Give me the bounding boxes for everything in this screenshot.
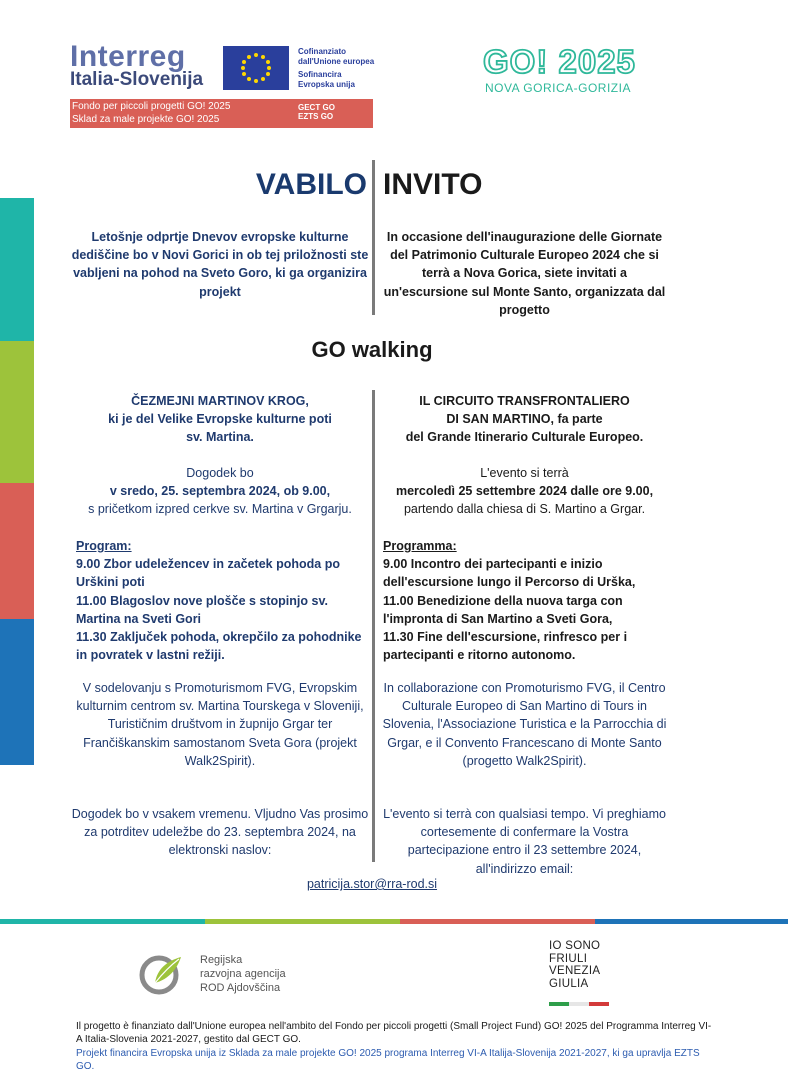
rra-logo-text: Regijska razvojna agencija ROD Ajdovščina (200, 954, 286, 994)
program-item: 9.00 Zbor udeležencev in začetek pohoda po Urškini poti (76, 557, 340, 590)
eu-cofinancing-text: Cofinanziato dall'Unione europea Sofinancira Evropska unija (298, 47, 375, 89)
program-item: 9.00 Incontro dei partecipanti e inizio dell'escursione lungo il Percorso di Urška, (383, 557, 636, 590)
contact-email-link[interactable]: patricija.stor@rra-rod.si (306, 877, 438, 891)
program-italian (383, 537, 670, 664)
fvg-logo-text: IO SONO FRIULI VENEZIA GIULIA (549, 940, 601, 990)
go2025-logo: GO! 2025 (483, 43, 636, 80)
rsvp-italian: L'evento si terrà con qualsiasi tempo. Vi preghiamo cortesemente di confermare la Vostra partecipazione entro il 23 settembre 2024, all'indirizzo email: (383, 807, 666, 876)
rra-leaf-icon (137, 949, 187, 999)
partners-italian: In collaborazione con Promoturismo FVG, il Centro Culturale Europeo di San Martino di Tours in Slovenia, l'Associazione Turistica e la Parrocchia di Grgar, e il Convento Francescano di Monte Santo (progetto Walk2Spirit). (382, 681, 667, 768)
title-slovene: VABILO (255, 168, 367, 201)
side-bar-teal (0, 198, 34, 341)
project-name: GO walking (311, 337, 433, 362)
program-item: 11.30 Fine dell'escursione, rinfresco per i partecipanti e ritorno autonomo. (383, 630, 628, 663)
fund-banner-line-sl: Sklad za male projekte GO! 2025 (72, 114, 220, 125)
side-bar-red (0, 483, 34, 619)
funding-note-slovene: Projekt financira Evropska unija iz Sklada za male projekte GO! 2025 programa Interreg VI-A Italija-Slovenija 2021-2027, ki ga upravlja EZTS GO. (76, 1048, 700, 1072)
interreg-logo-subtitle: Italia-Slovenija (70, 69, 204, 90)
interreg-logo-title: Interreg (70, 40, 186, 73)
partners-slovene: V sodelovanju s Promoturismom FVG, Evropskim kulturnim centrom sv. Martina Tourskega v Sloveniji, Turističnim društvom in župnijo Grgar ter Frančiškanskim samostanom Sveta Gora (projekt Walk2Spirit). (76, 681, 364, 768)
footer-strip-blue (595, 919, 788, 924)
program-item: 11.00 Blagoslov nove plošče s stopinjo sv. Martina na Sveti Gori (76, 593, 328, 626)
program-slovene (76, 537, 368, 664)
event-italian: IL CIRCUITO TRANSFRONTALIERO DI SAN MARTINO, fa parte del Grande Itinerario Culturale Europeo. (405, 394, 644, 445)
footer-strip-green (205, 919, 400, 924)
fund-banner (70, 99, 373, 128)
funding-note-italian: Il progetto è finanziato dall'Unione europea nell'ambito del Fondo per piccoli progetti (Small Project Fund) GO! 2025 del Programma Interreg VI-A Italia-Slovenia 2021-2027, gestito dal GECT GO. (76, 1021, 712, 1045)
column-divider-top (372, 160, 375, 315)
event-slovene: ČEZMEJNI MARTINOV KROG, ki je del Velike Evropske kulturne poti sv. Martina. (108, 394, 332, 445)
gect-logo: GECT GO EZTS GO (298, 103, 335, 121)
go2025-logo-subtitle: NOVA GORICA-GORIZIA (485, 81, 631, 95)
fund-banner-line-it: Fondo per piccoli progetti GO! 2025 (72, 101, 231, 112)
program-item: 11.00 Benedizione della nuova targa con l'impronta di San Martino a Sveti Gora, (383, 593, 623, 626)
column-divider-bottom (372, 390, 375, 862)
date-italian: L'evento si terrà mercoledì 25 settembre 2024 dalle ore 9.00, partendo dalla chiesa di S. Martino a Grgar. (395, 466, 654, 517)
footer-strip-red (400, 919, 595, 924)
footer-strip-teal (0, 919, 205, 924)
intro-slovene: Letošnje odprtje Dnevov evropske kulturne dediščine bo v Novi Gorici in ob tej priložnosti ste vabljeni na pohod na Sveto Goro, ki ga organizira projekt (71, 230, 369, 299)
title-italian: INVITO (383, 168, 483, 201)
program-heading: Programma: (383, 539, 457, 553)
italian-flag-bar (549, 993, 609, 997)
program-item: 11.30 Zaključek pohoda, okrepčilo za pohodnike in povratek v lastni režiji. (76, 630, 362, 663)
side-bar-blue (0, 619, 34, 765)
date-slovene: Dogodek bo v sredo, 25. septembra 2024, ob 9.00, s pričetkom izpred cerkve sv. Martina v Grgarju. (88, 466, 352, 517)
eu-flag-icon (223, 46, 289, 90)
rsvp-slovene: Dogodek bo v vsakem vremenu. Vljudno Vas prosimo za potrditev udeležbe do 23. septembra 2024, na elektronski naslov: (71, 807, 369, 858)
intro-italian: In occasione dell'inaugurazione delle Giornate del Patrimonio Culturale Europeo 2024 che si terrà a Nova Gorica, siete invitati a un'escursione sul Monte Santo, organizzata dal progetto (383, 230, 666, 317)
program-heading: Program: (76, 539, 132, 553)
